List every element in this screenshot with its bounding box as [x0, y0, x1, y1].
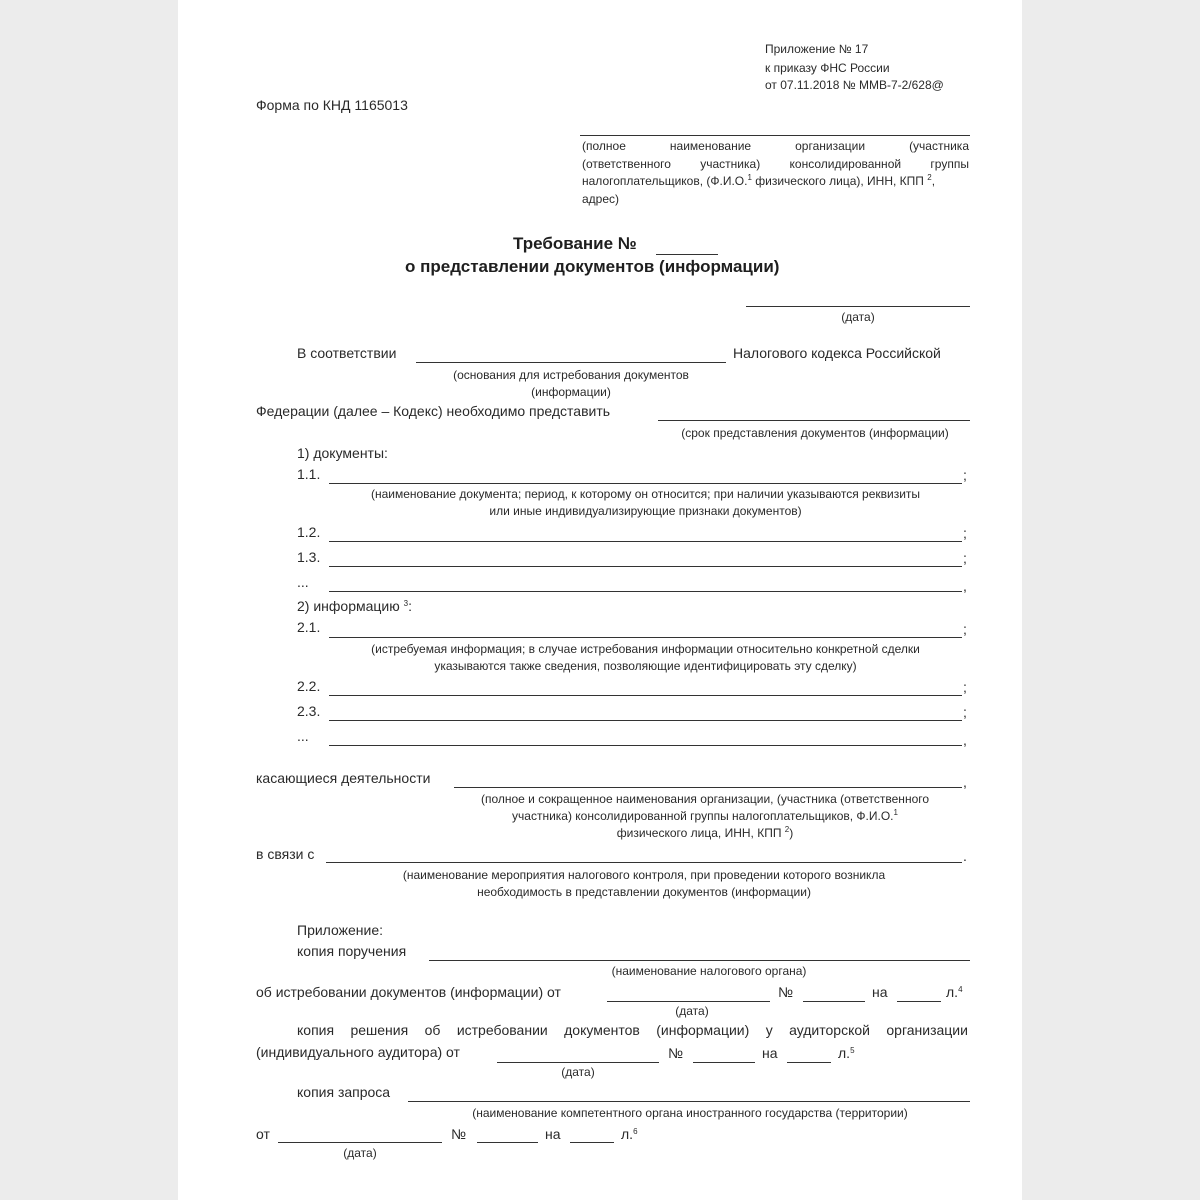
info-caption-1: (истребуемая информация; в случае истребования информации относительно конкретной сделки — [371, 642, 920, 656]
foreign-authority-field[interactable] — [408, 1101, 970, 1102]
doc-item-more-field[interactable] — [329, 591, 962, 592]
activity-caption-3: физического лица, ИНН, КПП $^2$) — [616, 825, 794, 840]
info-item-2-field[interactable] — [329, 695, 962, 696]
info-item-3-label: 2.3. — [297, 703, 321, 719]
decision-date-caption: (дата) — [561, 1065, 595, 1079]
basis-caption-1: (основания для истребования документов — [453, 368, 689, 382]
date-field[interactable] — [746, 306, 970, 307]
info-caption-2: указываются также сведения, позволяющие идентифицировать эту сделку) — [434, 659, 857, 673]
documents-heading: 1) документы: — [297, 445, 388, 461]
title-line-1: Требование № — [513, 234, 637, 253]
doc-caption-2: или иные индивидуализирующие признаки документов) — [489, 504, 802, 518]
title-line-2: о представлении документов (информации) — [405, 257, 780, 276]
attachment-heading: Приложение: — [297, 922, 384, 938]
request-sheets-label: л.$^4$ — [946, 984, 963, 1000]
request-on-label: на — [872, 984, 888, 1000]
doc-caption-1: (наименование документа; период, к которому он относится; при наличии указываются реквизиты — [370, 487, 921, 501]
activity-label: касающиеся деятельности — [256, 770, 431, 786]
connection-label: в связи с — [256, 846, 315, 862]
info-item-more-comma: , — [963, 732, 967, 748]
decision-date-field[interactable] — [497, 1062, 659, 1063]
request-date-caption: (дата) — [675, 1004, 709, 1018]
foreign-authority-caption: (наименование компетентного органа иностранного государства (территории) — [472, 1106, 908, 1120]
date-caption: (дата) — [841, 310, 875, 324]
info-item-3-semicolon: ; — [963, 704, 967, 720]
activity-caption-1: (полное и сокращенное наименования организации, (участника (ответственного — [480, 792, 930, 806]
query-number-field[interactable] — [477, 1142, 538, 1143]
info-item-2-semicolon: ; — [963, 679, 967, 695]
connection-period: . — [963, 848, 967, 864]
tax-authority-caption: (наименование налогового органа) — [611, 964, 807, 978]
info-item-3-field[interactable] — [329, 720, 962, 721]
basis-field[interactable] — [416, 362, 726, 363]
requirement-number-field[interactable] — [656, 254, 718, 255]
info-heading: 2) информацию $^3$: — [297, 598, 412, 614]
doc-item-more-comma: , — [963, 578, 967, 594]
connection-caption-2: необходимость в представлении документов (информации) — [477, 885, 811, 899]
decision-line-2: (индивидуального аудитора) от — [256, 1044, 460, 1060]
query-copy-label: копия запроса — [297, 1084, 391, 1100]
query-date-field[interactable] — [278, 1142, 442, 1143]
query-on-label: на — [545, 1126, 561, 1142]
annex-line-2: к приказу ФНС России — [765, 61, 890, 75]
request-line-label: об истребовании документов (информации) от — [256, 984, 561, 1000]
federation-text: Федерации (далее – Кодекс) необходимо представить — [256, 403, 611, 419]
doc-item-2-field[interactable] — [329, 541, 962, 542]
query-sheets-label: л.$^6$ — [621, 1126, 638, 1142]
recipient-caption-line-3: налогоплательщиков, (Ф.И.О.$^1$ физического лица), ИНН, КПП $^2$, — [582, 173, 936, 188]
doc-item-3-field[interactable] — [329, 566, 962, 567]
annex-line-1: Приложение № 17 — [765, 42, 869, 56]
query-sheets-field[interactable] — [570, 1142, 614, 1143]
doc-item-2-semicolon: ; — [963, 525, 967, 541]
doc-item-more-label: ... — [297, 574, 309, 590]
recipient-field[interactable] — [580, 135, 970, 136]
decision-sheets-label: л.$^5$ — [838, 1045, 855, 1061]
request-sheets-field[interactable] — [897, 1001, 941, 1002]
recipient-caption — [582, 138, 969, 208]
recipient-caption-line-4: адрес) — [582, 191, 620, 206]
decision-no-label: № — [668, 1045, 684, 1061]
info-item-2-label: 2.2. — [297, 678, 321, 694]
request-no-label: № — [778, 984, 794, 1000]
doc-item-1-label: 1.1. — [297, 466, 321, 482]
activity-comma: , — [963, 774, 967, 790]
decision-number-field[interactable] — [693, 1062, 755, 1063]
activity-caption-2: участника) консолидированной группы налогоплательщиков, Ф.И.О.$^1$ — [512, 808, 898, 823]
activity-field[interactable] — [454, 787, 962, 788]
doc-item-3-label: 1.3. — [297, 549, 321, 565]
query-from-label: от — [256, 1126, 270, 1142]
doc-item-2-label: 1.2. — [297, 524, 321, 540]
doc-item-3-semicolon: ; — [963, 550, 967, 566]
decision-on-label: на — [762, 1045, 778, 1061]
basis-prefix: В соответствии — [297, 345, 397, 361]
decision-line-1: копия решения об истребовании документов (информации) у аудиторской организации — [297, 1022, 968, 1038]
deadline-caption: (срок представления документов (информации) — [681, 426, 949, 440]
info-item-1-semicolon: ; — [963, 621, 967, 637]
doc-item-1-field[interactable] — [329, 483, 962, 484]
order-copy-label: копия поручения — [297, 943, 407, 959]
recipient-caption-line-2: (ответственного участника) консолидированной группы — [582, 156, 969, 171]
query-no-label: № — [451, 1126, 467, 1142]
basis-suffix: Налогового кодекса Российской — [733, 345, 941, 361]
decision-sheets-field[interactable] — [787, 1062, 831, 1063]
annex-line-3: от 07.11.2018 № ММВ-7-2/628@ — [765, 78, 944, 92]
deadline-field[interactable] — [658, 420, 970, 421]
info-item-1-field[interactable] — [329, 637, 962, 638]
info-item-1-label: 2.1. — [297, 619, 321, 635]
connection-caption-1: (наименование мероприятия налогового контроля, при проведении которого возникла — [402, 868, 886, 882]
query-date-caption: (дата) — [343, 1146, 377, 1160]
request-number-field[interactable] — [803, 1001, 865, 1002]
form-code: Форма по КНД 1165013 — [256, 97, 408, 113]
info-item-more-label: ... — [297, 728, 309, 744]
tax-authority-field[interactable] — [429, 960, 970, 961]
basis-caption-2: (информации) — [531, 385, 611, 399]
request-date-field[interactable] — [607, 1001, 770, 1002]
connection-field[interactable] — [326, 862, 962, 863]
recipient-caption-line-1: (полное наименование организации (участника — [582, 139, 969, 153]
info-item-more-field[interactable] — [329, 745, 962, 746]
doc-item-1-semicolon: ; — [963, 467, 967, 483]
